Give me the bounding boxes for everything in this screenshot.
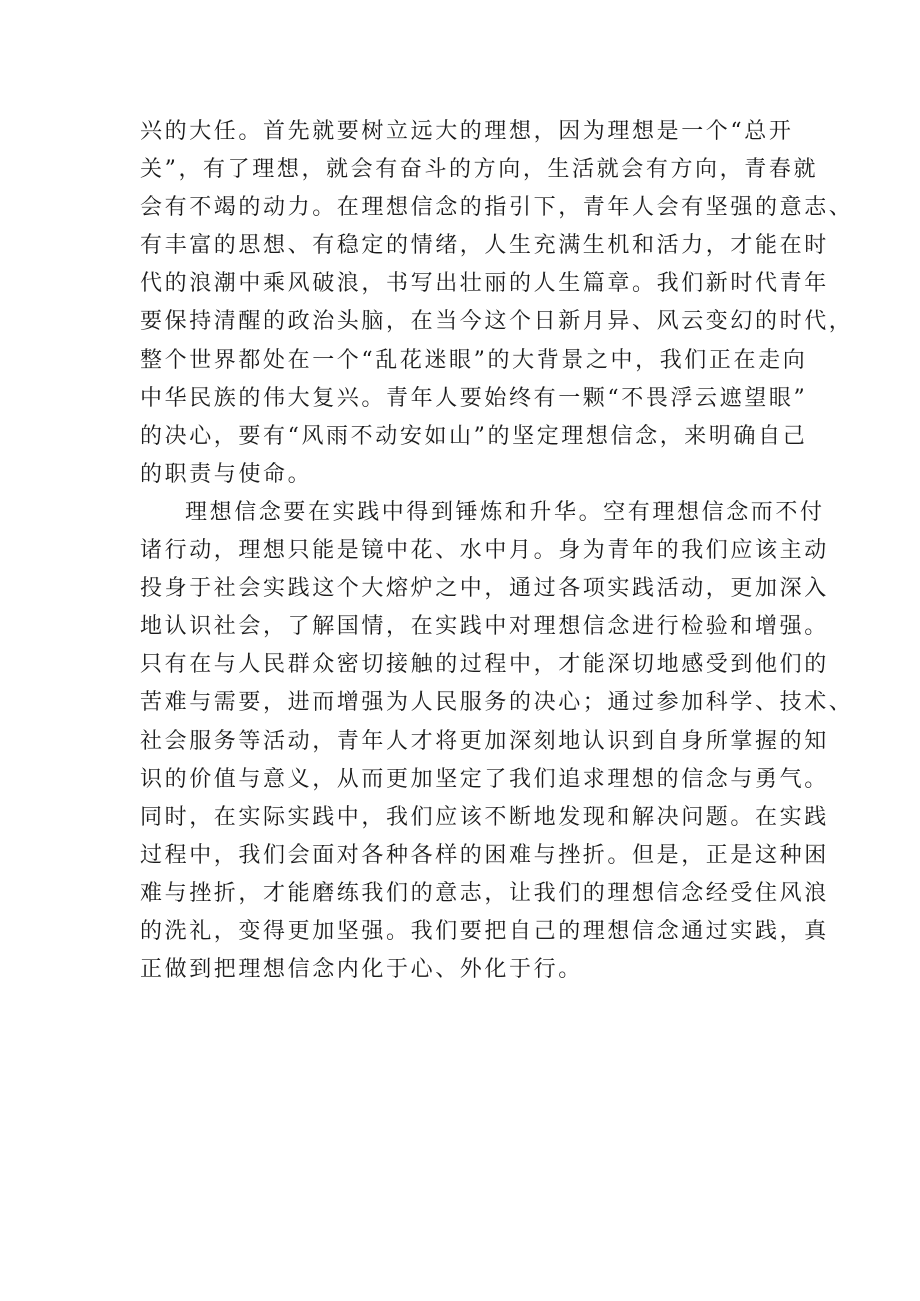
paragraph-1-line: 的职责与使命。	[140, 461, 313, 487]
paragraph-1-line: 关”，有了理想，就会有奋斗的方向，生活就会有方向，青春就	[140, 157, 819, 183]
paragraph-2-line: 地认识社会，了解国情，在实践中对理想信念进行检验和增强。	[140, 614, 829, 640]
paragraph-2-line: 社会服务等活动，青年人才将更加深刻地认识到自身所掌握的知	[140, 728, 829, 754]
paragraph-1-line: 的决心，要有“风雨不动安如山”的坚定理想信念，来明确自己	[140, 423, 808, 449]
paragraph-2-line: 的洗礼，变得更加坚强。我们要把自己的理想信念通过实践，真	[140, 918, 829, 944]
paragraph-1-line: 代的浪潮中乘风破浪，书写出壮丽的人生篇章。我们新时代青年	[140, 271, 829, 297]
paragraph-2-line: 识的价值与意义，从而更加坚定了我们追求理想的信念与勇气。	[140, 766, 829, 792]
paragraph-2-line: 同时，在实际实践中，我们应该不断地发现和解决问题。在实践	[140, 804, 829, 830]
paragraph-1-line: 中华民族的伟大复兴。青年人要始终有一颗“不畏浮云遮望眼”	[140, 385, 808, 411]
paragraph-1-line: 要保持清醒的政治头脑，在当今这个日新月异、风云变幻的时代，	[140, 309, 854, 335]
paragraph-1	[140, 113, 854, 494]
paragraph-2-line: 苦难与需要，进而增强为人民服务的决心；通过参加科学、技术、	[140, 690, 854, 716]
paragraph-1-line: 有丰富的思想、有稳定的情绪，人生充满生机和活力，才能在时	[140, 233, 829, 259]
paragraph-1-line: 兴的大任。首先就要树立远大的理想，因为理想是一个“总开	[140, 119, 794, 144]
paragraph-2-first-line: 理想信念要在实践中得到锤炼和升华。空有理想信念而不付	[185, 499, 825, 525]
paragraph-2-line: 只有在与人民群众密切接触的过程中，才能深切地感受到他们的	[140, 652, 829, 678]
paragraph-2-line: 诸行动，理想只能是镜中花、水中月。身为青年的我们应该主动	[140, 538, 829, 564]
paragraph-2-line: 正做到把理想信念内化于心、外化于行。	[140, 957, 583, 983]
paragraph-2-line: 投身于社会实践这个大熔炉之中，通过各项实践活动，更加深入	[140, 576, 829, 602]
paragraph-1-line: 整个世界都处在一个“乱花迷眼”的大背景之中，我们正在走向	[140, 347, 808, 373]
paragraph-2	[140, 494, 854, 989]
paragraph-2-line: 过程中，我们会面对各种各样的困难与挫折。但是，正是这种困	[140, 842, 829, 868]
paragraph-1-line: 会有不竭的动力。在理想信念的指引下，青年人会有坚强的意志、	[140, 195, 854, 221]
paragraph-2-line: 难与挫折，才能磨练我们的意志，让我们的理想信念经受住风浪	[140, 880, 829, 906]
document-body	[140, 113, 854, 989]
